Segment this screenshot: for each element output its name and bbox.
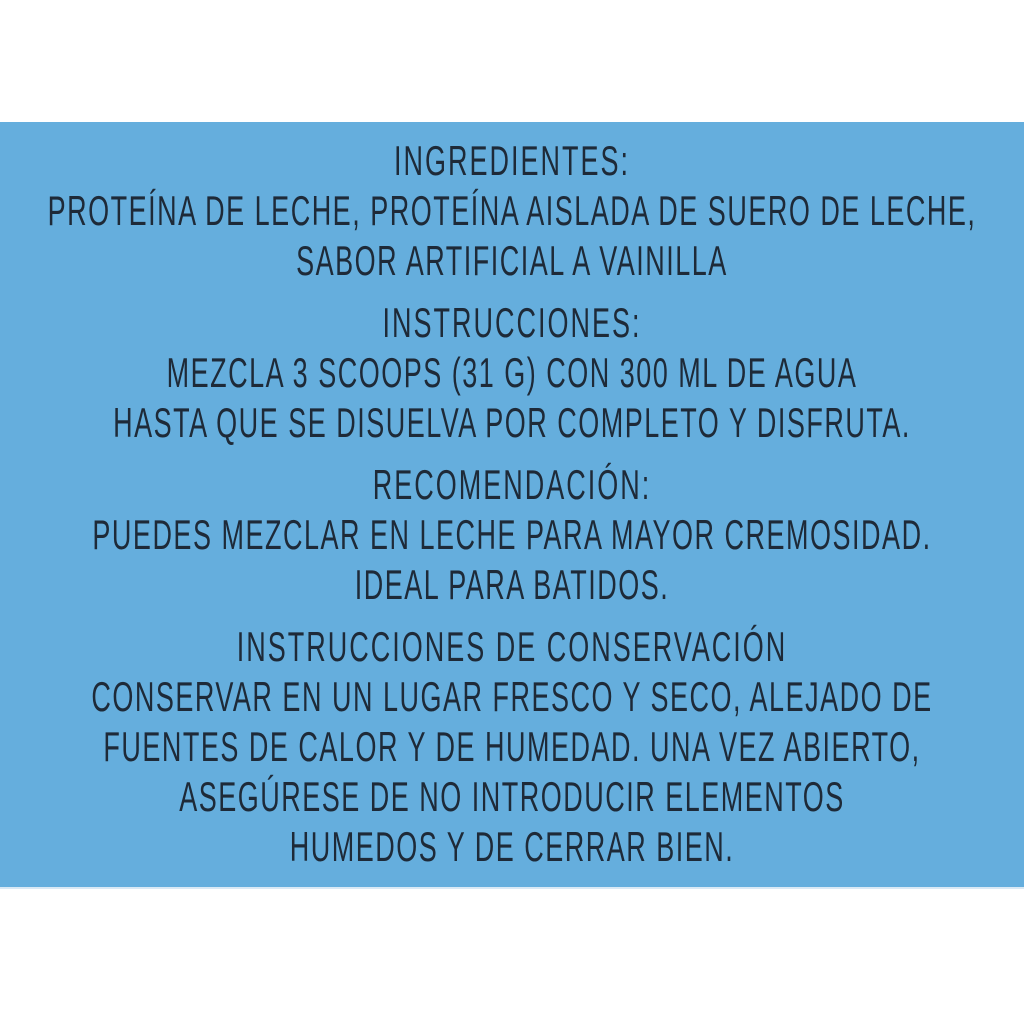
line-text: HASTA QUE SE DISUELVA POR COMPLETO Y DISFRUTA. [113,399,911,447]
line-text: IDEAL PARA BATIDOS. [354,561,670,609]
line-text: CONSERVAR EN UN LUGAR FRESCO Y SECO, ALEJADO DE [91,673,933,721]
section-conservacion [0,622,1024,872]
label-line [0,398,1024,448]
line-text: PROTEÍNA DE LECHE, PROTEÍNA AISLADA DE SUERO DE LECHE, [47,187,977,235]
heading-text: INGREDIENTES: [393,137,631,185]
label-line [0,822,1024,872]
heading-text: INSTRUCCIONES DE CONSERVACIÓN [236,623,788,671]
line-text: PUEDES MEZCLAR EN LECHE PARA MAYOR CREMOSIDAD. [92,511,932,559]
line-text: FUENTES DE CALOR Y DE HUMEDAD. UNA VEZ ABIERTO, [103,723,921,771]
line-text: SABOR ARTIFICIAL A VAINILLA [296,237,728,285]
section-instrucciones [0,298,1024,448]
label-panel [0,122,1024,887]
heading-text: RECOMENDACIÓN: [372,461,652,509]
heading-text: INSTRUCCIONES: [382,299,642,347]
line-text: ASEGÚRESE DE NO INTRODUCIR ELEMENTOS [179,773,845,821]
line-text: HUMEDOS Y DE CERRAR BIEN. [289,823,735,871]
section-ingredientes [0,136,1024,286]
section-recomendacion [0,460,1024,610]
line-text: MEZCLA 3 SCOOPS (31 G) CON 300 ML DE AGUA [166,349,858,397]
